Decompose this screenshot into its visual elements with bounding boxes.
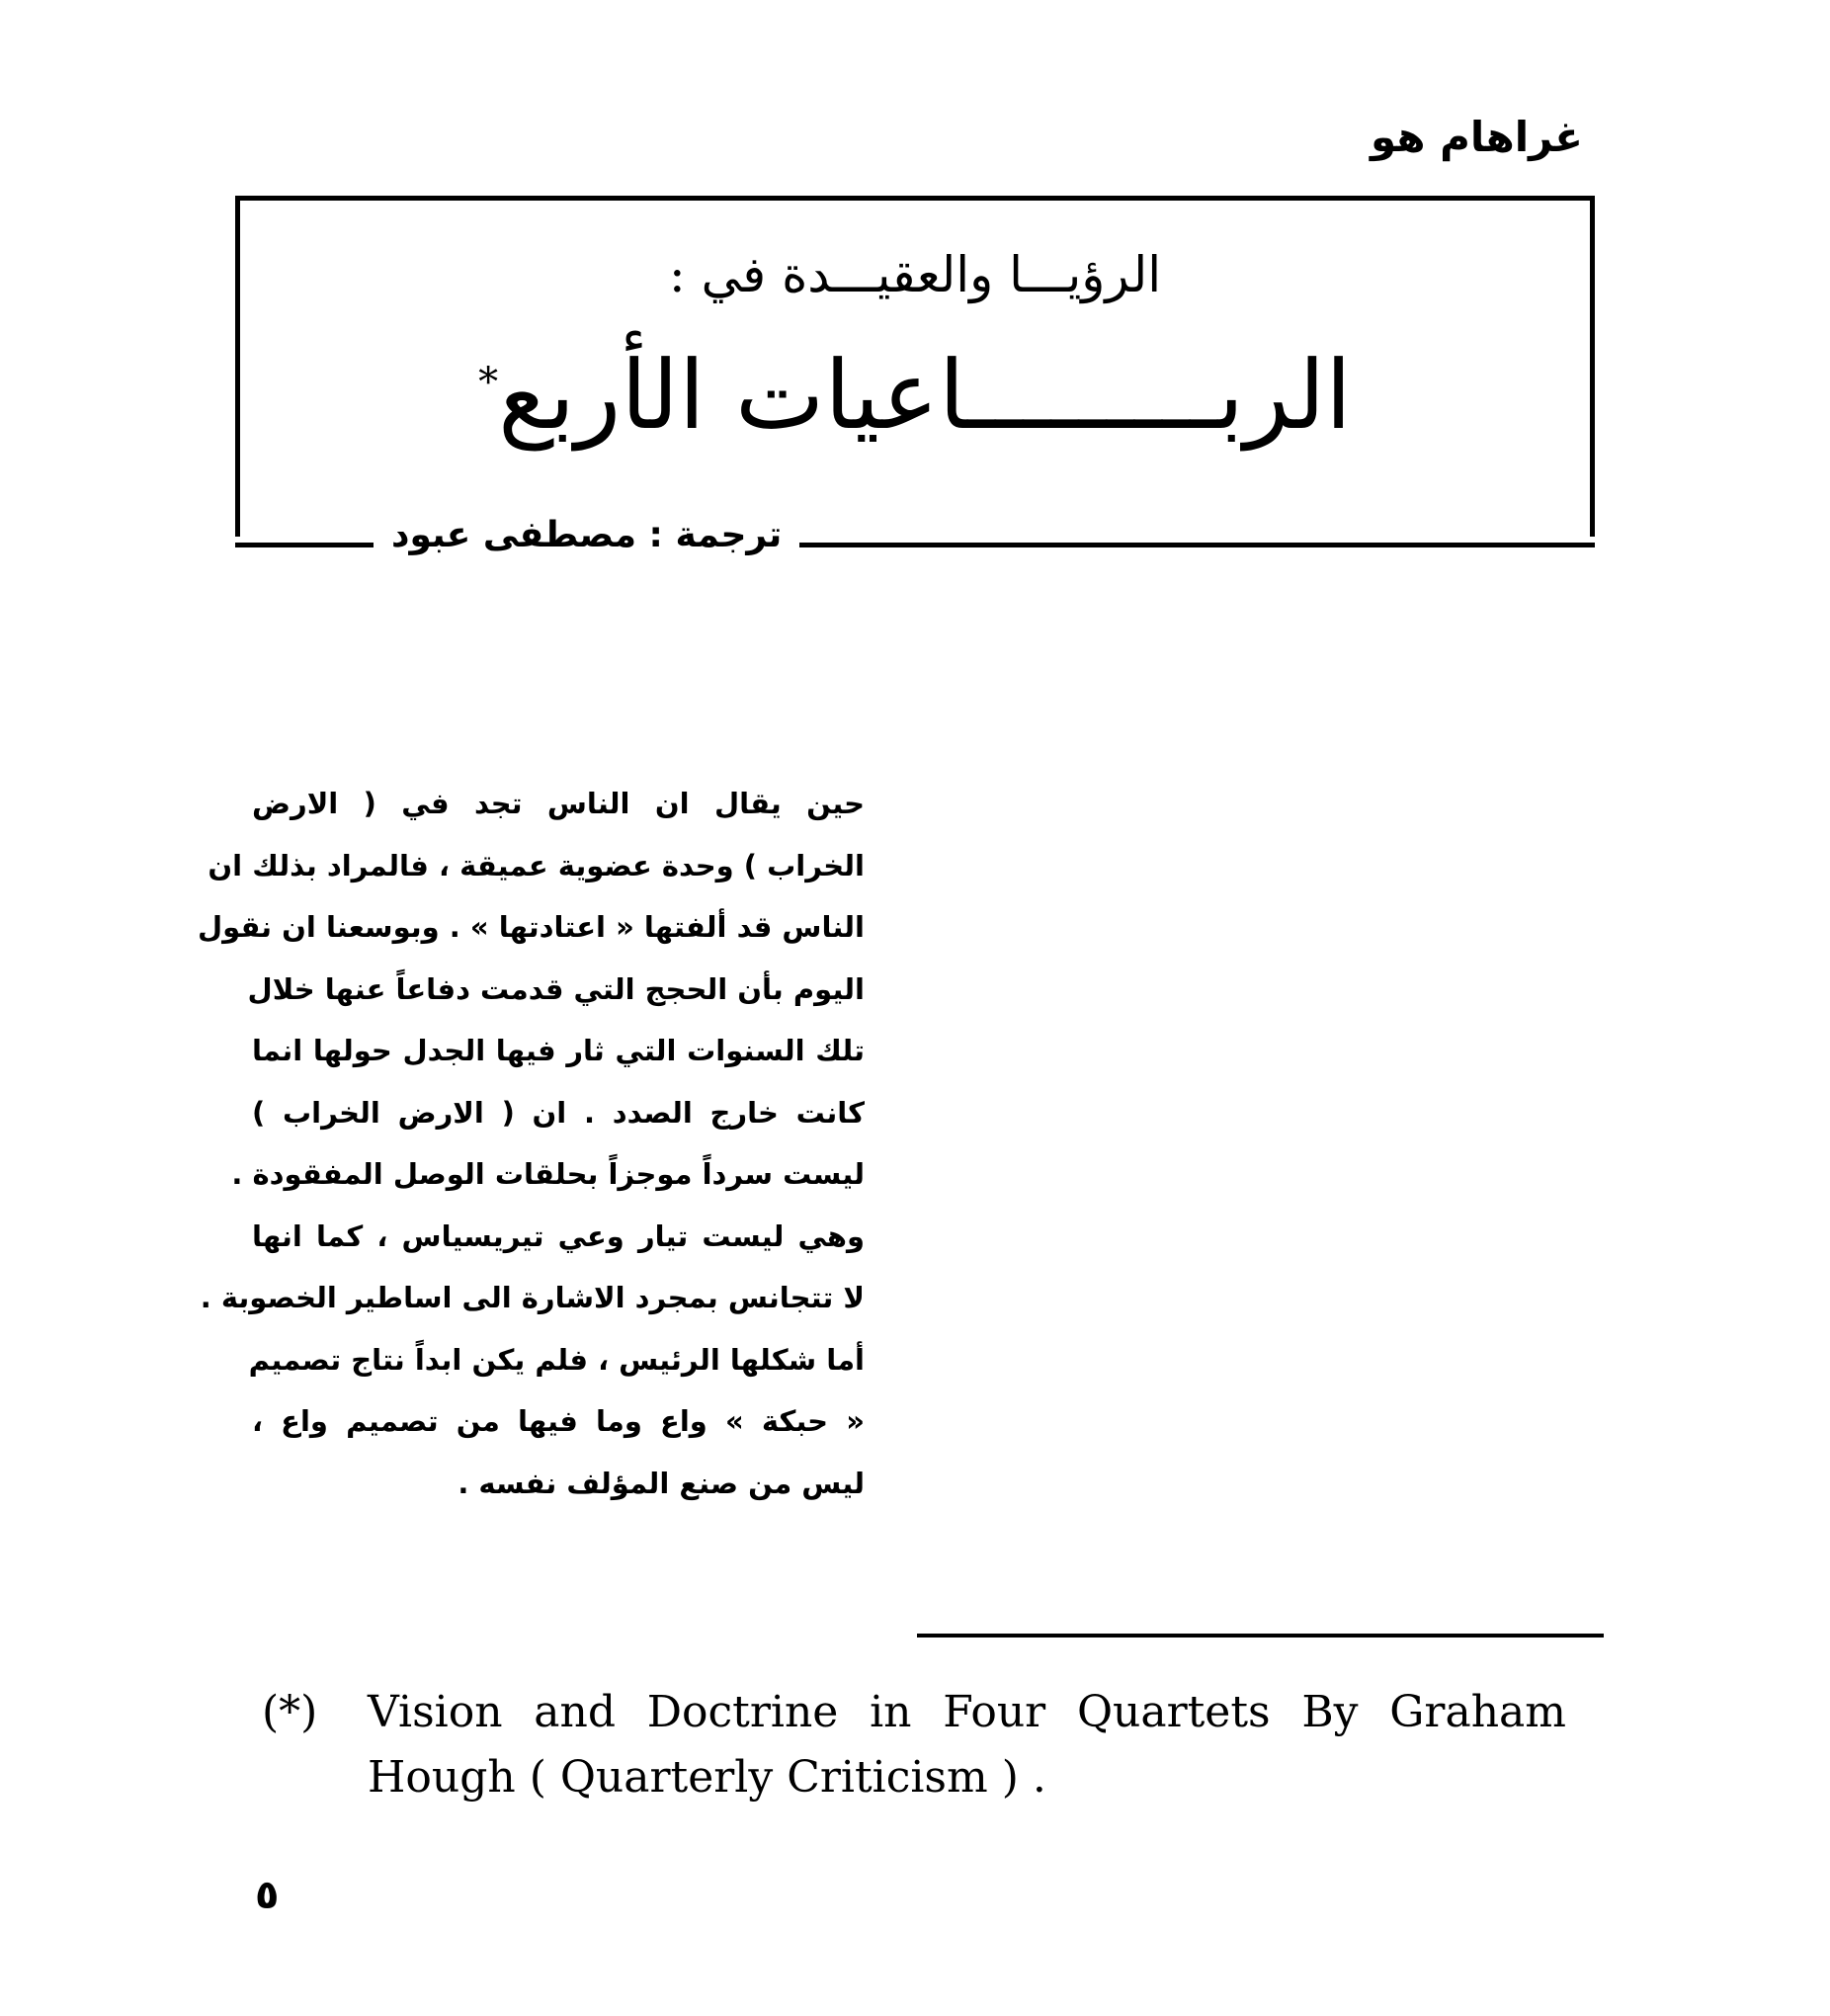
footnote-divider: [917, 1634, 1604, 1638]
title-box: [235, 196, 1595, 537]
body-line: ليس من صنع المؤلف نفسه .: [458, 1466, 865, 1500]
body-line: الناس قد ألفتها « اعتادتها » . وبوسعنا ان نقول: [197, 910, 865, 944]
translator-row: [235, 504, 1595, 553]
translator-credit: ترجمة : مصطفى عبود: [391, 515, 783, 555]
body-line: وهي ليست تيار وعي تيريسياس ، كما انها: [252, 1218, 865, 1253]
body-line: لا تتجانس بمجرد الاشارة الى اساطير الخصوبة .: [200, 1281, 865, 1314]
main-title: [240, 340, 1590, 451]
body-line: كانت خارج الصدد . ان ( الارض الخراب ): [252, 1095, 865, 1130]
main-title-text: الربـــــــــاعيات الأربع: [498, 340, 1352, 451]
body-line: حين يقال ان الناس تجد في ( الارض: [252, 787, 865, 820]
page-number: ٥: [255, 1873, 280, 1918]
body-line: « حبكة » واع وما فيها من تصميم واع ،: [252, 1404, 865, 1438]
body-paragraph: [197, 773, 865, 1514]
footnote: [262, 1680, 1566, 1810]
author-name: غراهام هو: [1371, 113, 1583, 161]
subtitle: الرؤيـــا والعقيـــدة في :: [668, 246, 1162, 303]
body-line: الخراب ) وحدة عضوية عميقة ، فالمراد بذلك ان: [208, 848, 865, 882]
translator-rule-left: [235, 543, 374, 547]
footnote-marker: (*): [262, 1687, 318, 1737]
footnote-text: Vision and Doctrine in Four Quartets By Graham Hough ( Quarterly Criticism ) .: [368, 1687, 1566, 1803]
body-line: تلك السنوات التي ثار فيها الجدل حولها انما: [252, 1034, 865, 1067]
body-line: ليست سرداً موجزاً بحلقات الوصل المفقودة .: [231, 1157, 865, 1191]
translator-rule-right: [799, 543, 1595, 547]
body-line: أما شكلها الرئيس ، فلم يكن ابداً نتاج تصميم: [248, 1342, 865, 1377]
title-footnote-marker: *: [478, 360, 499, 405]
body-line: اليوم بأن الحجج التي قدمت دفاعاً عنها خلال: [247, 971, 865, 1006]
